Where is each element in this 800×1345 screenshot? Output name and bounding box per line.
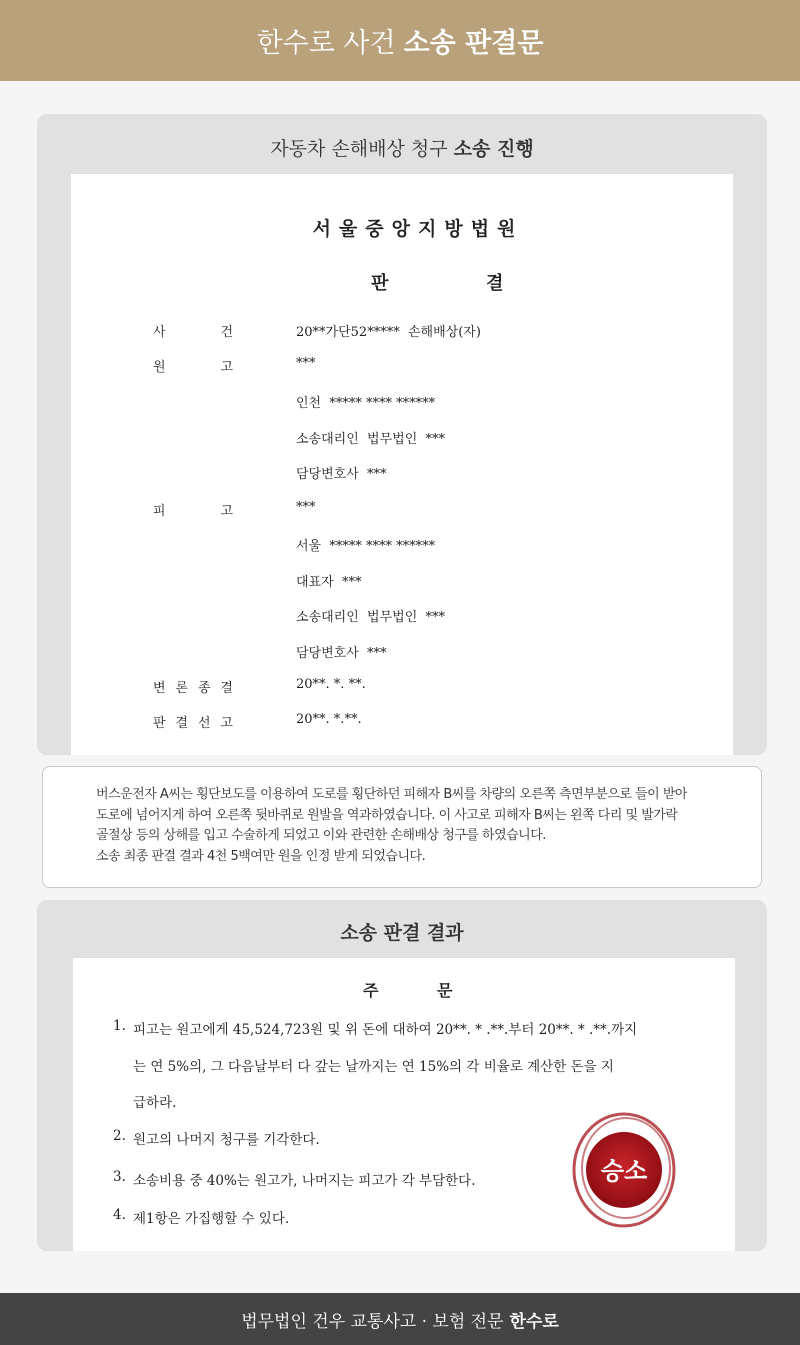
- case-info-value: 20**가단52***** 손해배상(자): [296, 325, 481, 340]
- case-info-value: ***: [296, 500, 316, 515]
- order-document: 주 문 1. 피고는 원고에게 45,524,723원 및 위 돈에 대하여 20**. * .**.부터 20**. * .**.까지 는 연 5%의, 그 다음날부터 다 갚는 날까지는 연 15%의 각 비율로 계산한 돈을 지 급하라. 2. 원고의 나머지 청구를 기각한다. 3. 소송비용 중 40%는 원고가, 나머지는 피고가 각 부담한다. 4. 제1항은 가집행할 수 있다. 승소: [73, 958, 735, 1251]
- section-title: 소송 판결 결과: [340, 922, 464, 944]
- label-char: 론: [175, 681, 189, 696]
- case-info-row: [71, 677, 733, 699]
- label-char: 판: [153, 716, 166, 731]
- case-info-row: [71, 321, 733, 343]
- case-info-value: 대표자 ***: [296, 575, 362, 590]
- case-info-row: [71, 392, 733, 414]
- label-char: 변: [153, 681, 166, 696]
- win-stamp-icon: [571, 1110, 677, 1230]
- label-char: 건: [220, 325, 233, 340]
- case-info-value: 담당변호사 ***: [296, 646, 387, 661]
- footer-brand: 한수로: [509, 1311, 559, 1332]
- case-info-row: [71, 463, 733, 485]
- section-title: 자동차 손해배상 청구 소송 진행: [270, 138, 534, 160]
- case-info-value: 서울 ***** **** ******: [296, 539, 436, 554]
- summary-line: 소송 최종 판결 결과 4천 5백여만 원을 인정 받게 되었습니다.: [96, 848, 426, 864]
- case-info-label: [153, 712, 233, 731]
- label-char: 고: [220, 504, 233, 519]
- label-char: 고: [220, 360, 233, 375]
- case-info-value: 20**. *.**.: [296, 712, 362, 727]
- case-info-row: [71, 428, 733, 450]
- case-info-label: [153, 356, 233, 375]
- summary-line: 도로에 넘어지게 하여 오른쪽 뒷바퀴로 원발을 역과하였습니다. 이 사고로 피해자 B씨는 왼쪽 다리 및 발가락: [96, 807, 678, 823]
- case-info-value: 담당변호사 ***: [296, 467, 387, 482]
- case-info-row: [71, 535, 733, 557]
- judgment-result-panel: [37, 900, 767, 1251]
- lawsuit-progress-panel: [37, 114, 767, 755]
- case-info-row: [71, 571, 733, 593]
- case-info-row: [71, 356, 733, 378]
- case-info-value: 20**. *. **.: [296, 677, 366, 692]
- label-char: 선: [197, 716, 211, 731]
- case-info-label: [153, 321, 233, 340]
- case-info-value: ***: [296, 356, 316, 371]
- stamp-label: 승소: [600, 1157, 648, 1185]
- summary-line: 버스운전자 A씨는 횡단보도를 이용하여 도로를 횡단하던 피해자 B씨를 차량의 오른쪽 측면부분으로 들이 받아: [96, 787, 687, 802]
- case-summary: [42, 766, 762, 888]
- label-char: 사: [153, 325, 166, 340]
- case-info-label: [153, 500, 233, 519]
- case-info-row: [71, 606, 733, 628]
- case-info-label: [153, 677, 233, 696]
- footer-text: 법무법인 건우 교통사고 · 보험 전문: [241, 1311, 504, 1332]
- case-info-row: [71, 642, 733, 664]
- case-info-row: [71, 712, 733, 734]
- case-info-value: 소송대리인 법무법인 ***: [296, 610, 446, 625]
- label-char: 종: [197, 681, 211, 696]
- case-info-row: [71, 500, 733, 522]
- header-title-bold: 소송 판결문: [403, 28, 544, 59]
- court-name: 서울중앙지방법원: [312, 218, 524, 240]
- page-footer: [0, 1293, 800, 1345]
- judgment-document: 서울중앙지방법원 판 결 사 건 20**가단52***** 손해배상(자) 원 고 *** 인천 ***** **** ****** 소송대리인 법무법인 *** 담당변호사 *** 피 고 *** 서울 ***** **** ****** 대표자 *** 소송대리인 법무법인 *** 담당변호사 *** 변 론 종 결 20**. *. **. 판 결 선 고 20**. *.**.: [71, 174, 733, 755]
- case-info-value: 인천 ***** **** ******: [296, 396, 436, 411]
- label-char: 결: [175, 716, 189, 731]
- label-char: 고: [220, 716, 233, 731]
- page-header: [0, 0, 800, 81]
- label-char: 결: [220, 681, 233, 696]
- label-char: 피: [153, 504, 166, 519]
- case-info-value: 소송대리인 법무법인 ***: [296, 432, 446, 447]
- summary-line: 골절상 등의 상해를 입고 수술하게 되었고 이와 관련한 손해배상 청구를 하였습니다.: [96, 828, 546, 843]
- header-title: 한수로 사건: [256, 28, 396, 59]
- label-char: 원: [153, 360, 166, 375]
